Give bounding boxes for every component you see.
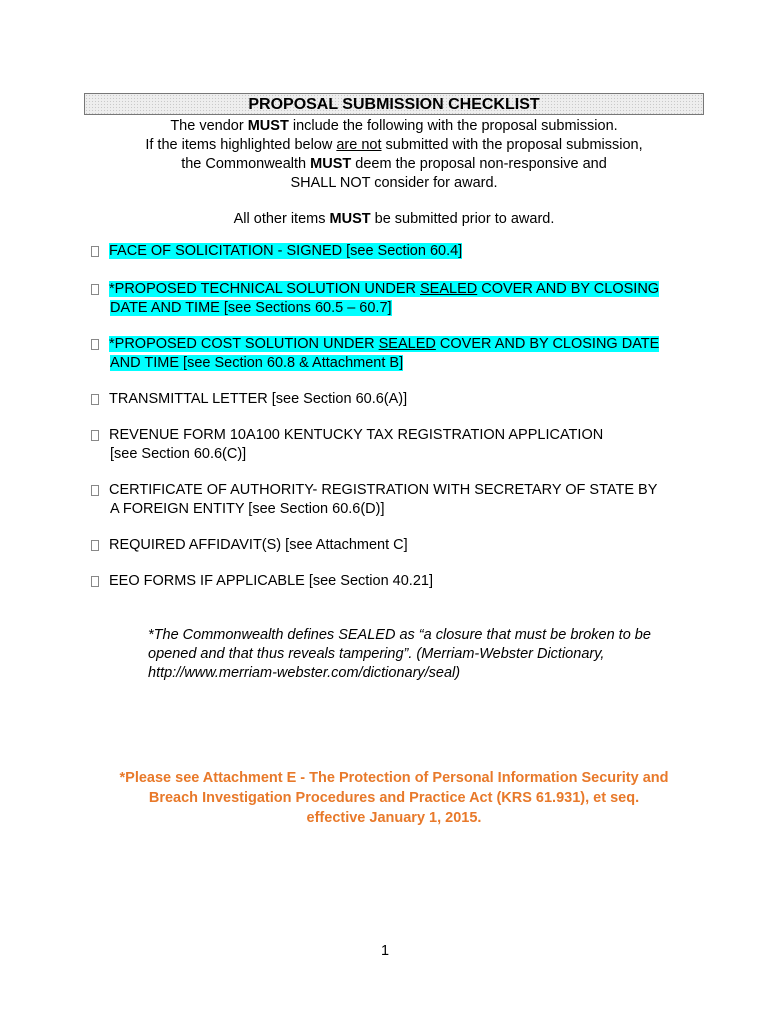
sealed-definition-note (148, 626, 688, 683)
intro-text: If the items highlighted below (145, 137, 337, 153)
item-text: REVENUE FORM 10A100 KENTUCKY TAX REGISTRATION APPLICATION (109, 427, 604, 443)
item-text: FACE OF SOLICITATION - SIGNED [see Section 60.4] (109, 243, 463, 259)
checklist-item-transmittal-letter (88, 390, 700, 409)
item-text: COVER AND BY CLOSING DATE (435, 336, 660, 352)
page-title: PROPOSAL SUBMISSION CHECKLIST (248, 96, 540, 113)
item-text-line-2: [see Section 60.6(C)] (110, 446, 247, 462)
intro-line-1 (84, 117, 704, 136)
intro-line-3 (84, 155, 704, 174)
intro-underline: are not (336, 137, 382, 153)
page-number: 1 (380, 943, 390, 959)
item-text: *PROPOSED TECHNICAL SOLUTION UNDER (109, 281, 420, 297)
checkbox-icon[interactable] (91, 430, 99, 441)
intro-text: deem the proposal non-responsive and (351, 156, 607, 172)
checklist-item-eeo-forms (88, 572, 700, 591)
intro-line-2 (84, 136, 704, 155)
item-underline: SEALED (378, 336, 436, 352)
item-text: EEO FORMS IF APPLICABLE [see Section 40.21] (109, 573, 433, 589)
checklist-item-technical-solution (88, 280, 700, 318)
notice-line: effective January 1, 2015. (306, 810, 482, 826)
note-line: http://www.merriam-webster.com/dictionary/seal) (148, 665, 461, 681)
item-text: COVER AND BY CLOSING (477, 281, 660, 297)
intro-text: submitted with the proposal submission, (381, 137, 643, 153)
item-text: *PROPOSED COST SOLUTION UNDER (109, 336, 379, 352)
item-text: REQUIRED AFFIDAVIT(S) [see Attachment C] (109, 537, 408, 553)
checklist-item-cost-solution (88, 335, 700, 373)
notice-line: Breach Investigation Procedures and Practice Act (KRS 61.931), et seq. (148, 790, 640, 806)
intro-emphasis: MUST (247, 118, 289, 134)
checkbox-icon[interactable] (91, 339, 99, 350)
intro-line-5 (84, 210, 704, 229)
intro-text: include the following with the proposal submission. (288, 118, 618, 134)
checkbox-icon[interactable] (91, 394, 99, 405)
note-line: *The Commonwealth defines SEALED as “a closure that must be broken to be (148, 627, 651, 643)
attachment-e-notice (84, 768, 704, 828)
checklist-item-revenue-form (88, 426, 700, 464)
intro-paragraph (84, 117, 704, 229)
item-text-line-2: A FOREIGN ENTITY [see Section 60.6(D)] (110, 501, 385, 517)
intro-text: be submitted prior to award. (370, 211, 555, 227)
checkbox-icon[interactable] (91, 540, 99, 551)
notice-line: *Please see Attachment E - The Protection of Personal Information Security and (119, 770, 669, 786)
checklist-item-affidavits (88, 536, 700, 555)
item-text-line-2: DATE AND TIME [see Sections 60.5 – 60.7] (110, 300, 392, 316)
title-banner (84, 93, 704, 115)
intro-emphasis: MUST (310, 156, 352, 172)
checkbox-icon[interactable] (91, 576, 99, 587)
intro-line-4: SHALL NOT consider for award. (290, 175, 498, 191)
item-text-line-2: AND TIME [see Section 60.8 & Attachment B] (110, 355, 404, 371)
item-text: TRANSMITTAL LETTER [see Section 60.6(A)] (109, 391, 408, 407)
intro-text: The vendor (170, 118, 248, 134)
checkbox-icon[interactable] (91, 284, 99, 295)
intro-text: the Commonwealth (181, 156, 311, 172)
note-line: opened and that thus reveals tampering”. (Merriam-Webster Dictionary, (148, 646, 605, 662)
checkbox-icon[interactable] (91, 485, 99, 496)
checklist-item-certificate-of-authority (88, 481, 700, 519)
item-underline: SEALED (420, 281, 478, 297)
intro-text: All other items (233, 211, 330, 227)
item-text: CERTIFICATE OF AUTHORITY- REGISTRATION WITH SECRETARY OF STATE BY (109, 482, 658, 498)
intro-emphasis: MUST (329, 211, 371, 227)
checkbox-icon[interactable] (91, 246, 99, 257)
checklist-item-face-of-solicitation (88, 242, 700, 261)
